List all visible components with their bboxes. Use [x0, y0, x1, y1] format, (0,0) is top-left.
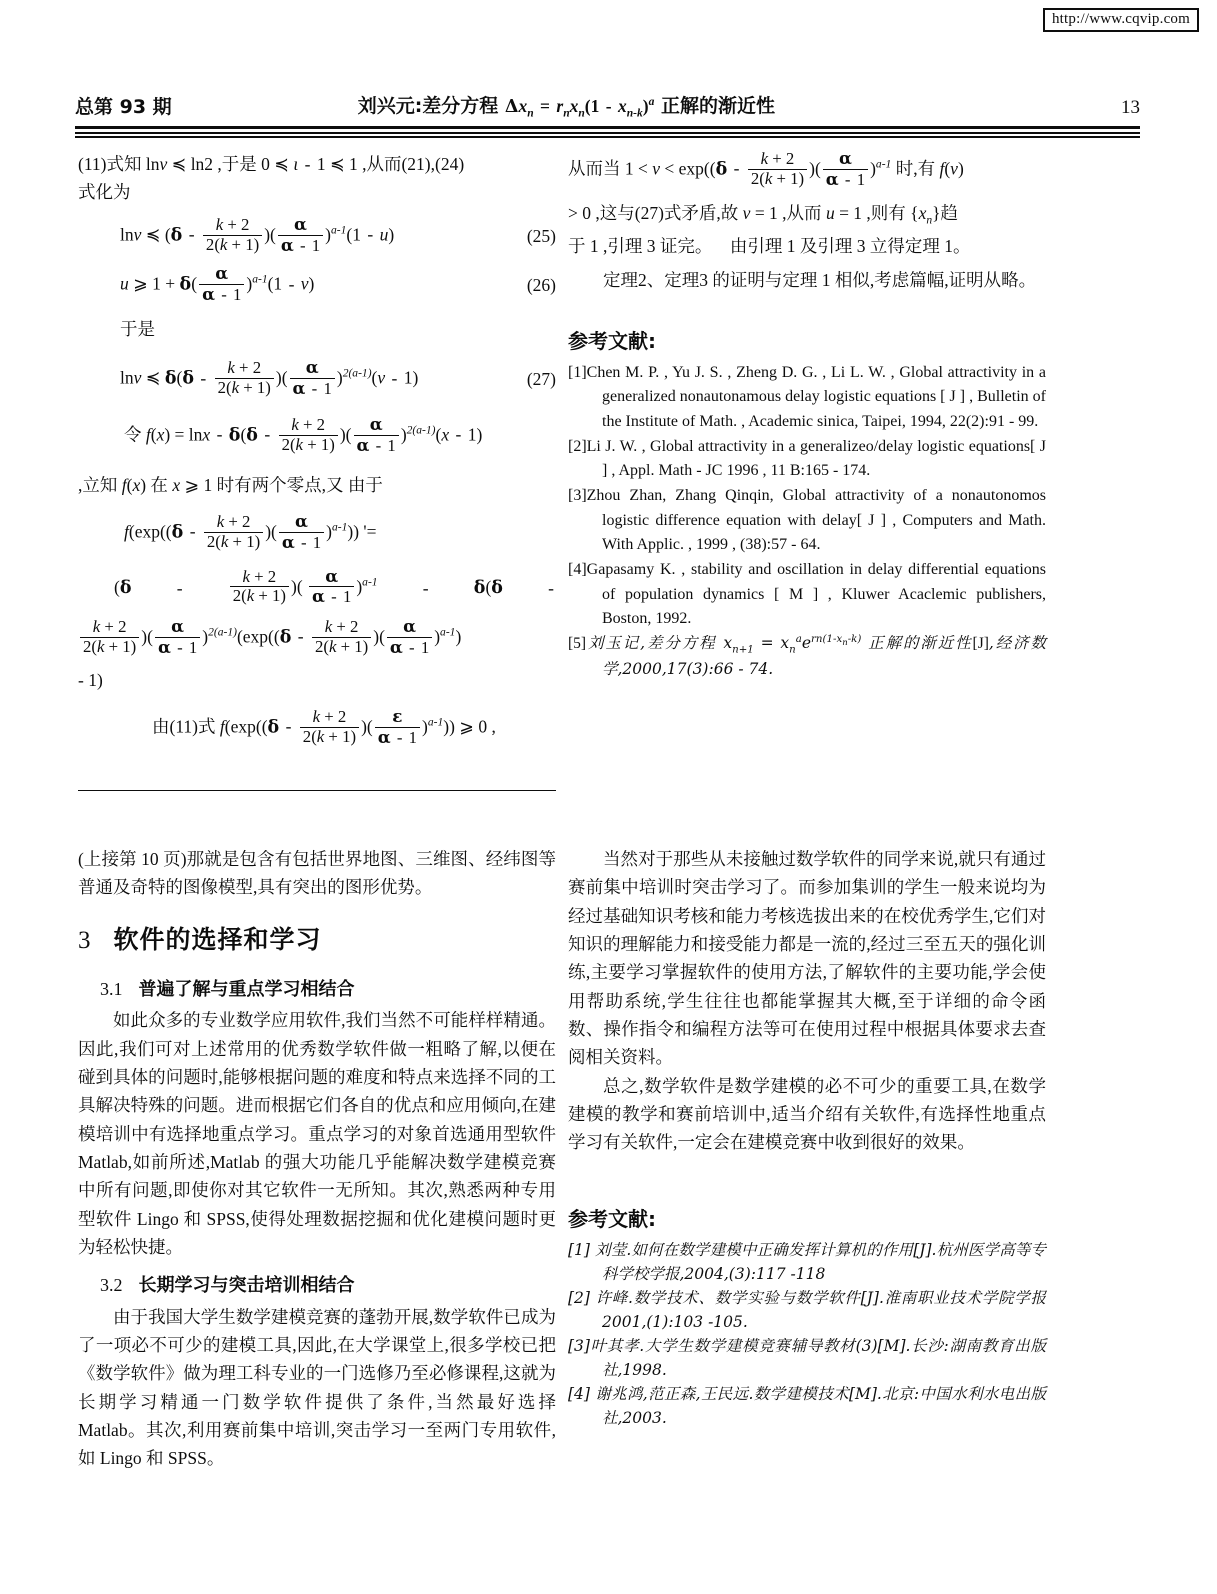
cqvip-watermark: http://www.cqvip.com	[1043, 8, 1199, 32]
section-heading-3-2	[78, 1271, 556, 1300]
bottom-article-left-column	[78, 845, 556, 1473]
right-paragraph-2: 定理2、定理3 的证明与定理 1 相似,考虑篇幅,证明从略。	[603, 270, 1037, 291]
paragraph-3-1: 如此众多的专业数学应用软件,我们当然不可能样样精通。因此,我们可对上述常用的优秀数学软件做一粗略了解,以便在碰到具体的问题时,能够根据问题的难度和特点来选择不同的工具解决特殊的问题。进而根据它们各自的优点和应用倾向,在建模培训中有选择地重点学习。重点学习的对象首选通用型软件 Matlab,如前所述,Matlab 的强大功能几乎能解决数学建模竞赛中所有问题,即使你对其它软件一无所知。其次,熟悉两种专用型软件 Lingo 和 SPSS,使得处理数据挖掘和优化建模问题时更为轻松快捷。	[78, 1010, 556, 1258]
paragraph-eq-11: (11)式知 lnv ≼ ln2 ,于是 0 ≼ ι - 1 ≼ 1 ,从而(21),(24)	[78, 154, 465, 174]
article-separator	[78, 790, 556, 791]
running-head	[75, 85, 1140, 119]
equation-27-number: (27)	[526, 369, 556, 390]
equation-spread-line: (δ - $\frac{k + 2}{2(k + 1)}$ )( $\frac{\alpha}{\alpha - 1}$ )$^{a-1}$ - δ(δ -	[114, 565, 554, 607]
equation-f-exp-derivative: f(exp((δ - $\frac{k + 2}{2(k + 1)}$ )( $\frac{\alpha}{\alpha - 1}$ )$^{a-1}$)) '=	[124, 511, 377, 552]
equation-fx-definition: 令 f(x) = lnx - δ(δ - $\frac{k + 2}{2(k + 1)}$ )( $\frac{\alpha}{\alpha - 1}$ )$^{2(a-1)}$(x - 1)	[124, 414, 483, 455]
section-heading-3-2-number: 3.2	[100, 1275, 123, 1296]
bottom-right-paragraph-1: 当然对于那些从未接触过数学软件的同学来说,就只有通过赛前集中培训时突击学习了。而参加集训的学生一般来说均为经过基础知识考核和能力考核选拔出来的在校优秀学生,它们对知识的理解能力和接受能力都是一流的,经过三至五天的强化训练,主要学习掌握软件的使用方法,了解软件的主要功能,学会使用帮助系统,学生往往也都能掌握其大概,至于详细的命令函数、操作指令和编程方法等可在使用过程中根据具体要求去查阅相关资料。	[568, 849, 1046, 1068]
continuation-note: (上接第 10 页)那就是包含有包括世界地图、三维图、经纬图等普通及奇特的图像模型,具有突出的图形优势。	[78, 849, 556, 898]
top-article-left-column	[78, 150, 556, 756]
references-heading-top: 参考文献:	[568, 328, 656, 353]
section-heading-3-2-title: 长期学习与突击培训相结合	[138, 1275, 355, 1297]
equation-tail-minus-one: - 1)	[78, 669, 103, 690]
reference-item: [4] 谢兆鸿,范正森,王民远.数学建模技术[M].北京:中国水利水电出版社,2003.	[568, 1385, 1046, 1427]
reference-item: [4]Gapasamy K. , stability and oscillation in delay differential equations of population dynamics [ M ] , Kluwer Acaclemic publishers, Boston, 1992.	[568, 561, 1046, 628]
equation-27	[78, 359, 556, 400]
running-title-prefix: 刘兴元:差分方程	[357, 94, 505, 117]
equation-26-body: u ⩾ 1 + δ( $\frac{\alpha}{\alpha - 1}$ )$^{a-1}$(1 - v)	[120, 263, 315, 305]
equation-27-body: lnv ≼ δ(δ - $\frac{k + 2}{2(k + 1)}$ )( $\frac{\alpha}{\alpha - 1}$ )$^{2(a-1)}$(v - 1)	[120, 357, 419, 399]
reference-item: [1] 刘莹.如何在数学建模中正确发挥计算机的作用[J].杭州医学高等专科学校学报,2004,(3):117 -118	[568, 1241, 1046, 1283]
references-list-bottom	[568, 1239, 1046, 1430]
right-paragraph-1-line-2: > 0 ,这与(27)式矛盾,故 v = 1 ,从而 u = 1 ,则有 $\{x_n\}$趋	[568, 202, 959, 227]
equation-by-11: 由(11)式 f(exp((δ - $\frac{k + 2}{2(k + 1)}$ )( $\frac{\varepsilon}{\alpha - 1}$ )$^{a-1}$)) ⩾ 0 ,	[152, 706, 496, 748]
section-heading-3-1-number: 3.1	[100, 979, 123, 1000]
section-heading-3-number: 3	[78, 926, 92, 954]
equation-26-number: (26)	[526, 275, 556, 296]
reference-item: [1]Chen M. P. , Yu J. S. , Zheng D. G. , Li L. W. , Global attractivity in a generalized nonautonamous delay logistic equations [ J ] , Bulletin of the Institute of Math. , Academic sinica, Taipei, 1994, 22(2):91 - 99.	[568, 363, 1046, 430]
page-number: 13	[1121, 97, 1140, 118]
equation-continued-line: $\frac{k + 2}{2(k + 1)}$ )( $\frac{\alpha}{\alpha - 1}$ )$^{2(a-1)}$(exp((δ - $\frac{k + 2}{2(k + 1)}$ )( $\frac{\alpha}{\alpha - 1}$ )$^{a-1}$)	[78, 618, 556, 659]
running-title	[358, 91, 775, 120]
reference-item: [2]Li J. W. , Global attractivity in a generalizeo/delay logistic equations[ J ] , Appl. Math - JC 1996 , 11 B:165 - 174.	[568, 437, 1046, 480]
equation-25	[78, 213, 556, 257]
paragraph-eq-11-cont: 式化为	[78, 182, 131, 203]
references-heading-bottom: 参考文献:	[568, 1206, 656, 1231]
equation-25-number: (25)	[526, 225, 556, 246]
lead-in-yushi: 于是	[120, 318, 155, 339]
equation-25-body: lnv ≼ (δ - $\frac{k + 2}{2(k + 1)}$ )( $\frac{\alpha}{\alpha - 1}$ )$^{a-1}$(1 - u)	[120, 213, 395, 255]
section-heading-3-1-title: 普遍了解与重点学习相结合	[138, 979, 355, 1001]
reference-item: [5]刘玉记,差分方程 $x_{n+1} = x_n^ae^{rn(1-x_n-k)}$ 正解的渐近性[J],经济数学,2000,17(3):66 - 74.	[568, 634, 1047, 679]
right-paragraph-1-line-3: 于 1 ,引理 3 证完。 由引理 1 及引理 3 立得定理 1。	[568, 235, 971, 256]
issue-number: 总第 93 期	[75, 96, 172, 118]
section-heading-3-1	[78, 975, 556, 1004]
equation-26	[78, 265, 556, 306]
running-title-suffix: 正解的渐近性	[654, 94, 775, 117]
references-list-top	[568, 361, 1046, 682]
line-two-zeros: ,立知 f(x) 在 x ⩾ 1 时有两个零点,又 由于	[78, 474, 383, 495]
paragraph-3-2: 由于我国大学生数学建模竞赛的蓬勃开展,数学软件已成为了一项必不可少的建模工具,因此,在大学课堂上,很多学校已把《数学软件》做为理工科专业的一门选修乃至必修课程,这就为长期学习精通一门数学软件提供了条件,当然最好选择 Matlab。其次,利用赛前集中培训,突击学习一至两门专用软件,如 Lingo 和 SPSS。	[78, 1306, 556, 1469]
section-heading-3-title: 软件的选择和学习	[113, 924, 322, 954]
header-rule-secondary	[75, 136, 1140, 138]
reference-item: [2] 许峰.数学技术、数学实验与数学软件[J].淮南职业技术学院学报 2001,(1):103 -105.	[568, 1289, 1046, 1331]
header-rule	[75, 126, 1140, 134]
top-article-right-column	[568, 150, 1046, 683]
running-title-formula: $\Delta x_n = r_nx_n(1 - x_{n-k})^a$	[504, 95, 655, 119]
reference-item: [3]Zhou Zhan, Zhang Qinqin, Global attractivity of a nonautonomos logistic difference equation with delay[ J ] , Computers and Math. With Applic. , 1999 , (38):57 - 64.	[568, 487, 1046, 554]
right-paragraph-1-line-1: 从而当 1 < v < exp((δ - $\frac{k + 2}{2(k + 1)}$ )( $\frac{\alpha}{\alpha - 1}$ )$^{a-1}$ 时,有 f(v)	[568, 148, 964, 189]
bottom-article-right-column	[568, 845, 1046, 1432]
section-heading-3	[78, 920, 556, 962]
bottom-right-paragraph-2: 总之,数学软件是数学建模的必不可少的重要工具,在数学建模的教学和赛前培训中,适当介绍有关软件,有选择性地重点学习有关软件,一定会在建模竞赛中收到很好的效果。	[568, 1075, 1046, 1153]
reference-item: [3]叶其孝.大学生数学建模竞赛辅导教材(3)[M].长沙:湖南教育出版社,1998.	[568, 1337, 1046, 1379]
